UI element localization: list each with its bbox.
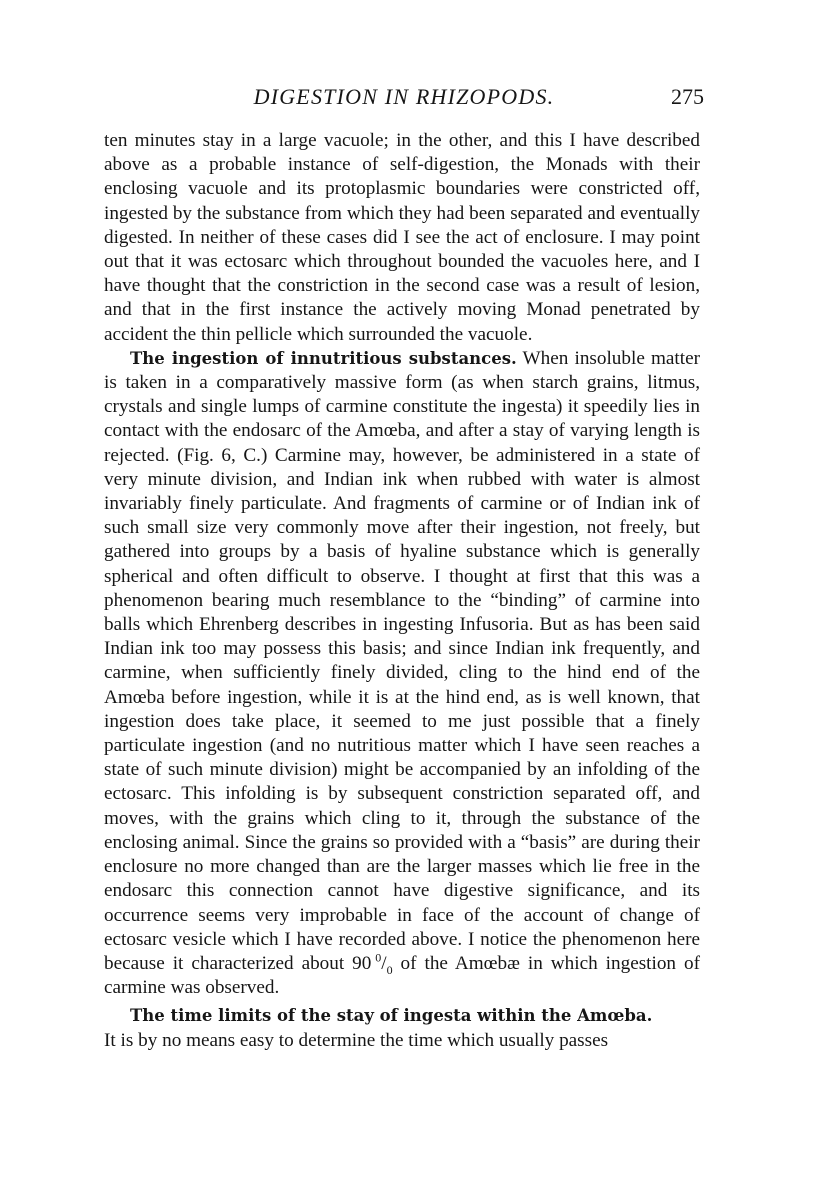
paragraph-2: The ingestion of innutritious substances. When insoluble matter is taken in a comparatively massive form (as when starch grains, litmus, crystals and single lumps of carmine constitute the ingesta) it speedily lies in contact with the endosarc of the Amœba, and after a stay of varying length is rejected. (Fig. 6, C.) Carmine may, however, be administered in a state of very minute division, and Indian ink when rubbed with water is almost invariably finely particulate. And fragments of carmine or of Indian ink of such small size very commonly move after their ingestion, not freely, but gathered into groups by a basis of hyaline substance which is generally spherical and often difficult to observe. I thought at first that this was a phenomenon bearing much resemblance to the “binding” of carmine into balls which Ehrenberg describes in ingesting Infusoria. But as has been said Indian ink too may possess this basis; and since Indian ink frequently, and carmine, when sufficiently finely divided, cling to the hind end of the Amœba before ingestion, while it is at the hind end, as is well known, that ingestion does take place, it seemed to me just possible that a finely particulate ingestion (and no nutritious matter which I have seen reaches a state of such minute division) might be accompanied by an infolding of the ectosarc. This infolding is by subsequent constriction separated off, and moves, with the grains which cling to it, through the substance of the enclosing animal. Since the grains so provided with a “basis” are during their enclosure no more changed than are the larger masses which lie free in the endosarc this connection cannot have digestive significance, and its occurrence seems very improbable in face of the account of change of ectosarc vesicle which I have recorded above. I notice the phenomenon here because it characterized about 90 $^0/_0$ of the Amœbæ in which ingestion of carmine was observed. — [104, 347, 700, 999]
running-header — [104, 84, 704, 116]
paragraph-1-text: ten minutes stay in a large vacuole; in the other, and this I have described above as a probable instance of self-digestion, the Monads with their enclosing vacuole and its protoplasmic boundaries were constricted off, ingested by the substance from which they had been separated and eventually digested. In neither of these cases did I see the act of enclosure. I may point out that it was ectosarc which throughout bounded the vacuoles here, and I have thought that the constriction in the second case was a result of lesion, and that in the first instance the actively moving Monad penetrated by accident the thin pellicle which surrounded the vacuole. — [104, 130, 700, 345]
paragraph-3-text: It is by no means easy to determine the time which usually passes — [104, 1029, 609, 1051]
page-number: 275 — [671, 84, 704, 109]
percent-sign-top: 0 — [375, 950, 382, 965]
paragraph-1 — [104, 129, 700, 347]
section-heading-innutritious: The ingestion of innutritious substances. — [130, 348, 517, 368]
body-text — [104, 129, 700, 1053]
running-title: DIGESTION IN RHIZOPODS. — [253, 84, 555, 109]
paragraph-3 — [104, 1004, 700, 1052]
section-heading-time-limits: The time limits of the stay of ingesta within the Amœba. — [130, 1006, 653, 1026]
percent-sign-bottom: 0 — [386, 962, 393, 977]
paragraph-2-text: When insoluble matter is taken in a comparatively massive form (as when starch grains, litmus, crystals and single lumps of carmine constitute the ingesta) it speedily lies in contact with the endosarc of the Amœba, and after a stay of varying length is rejected. (Fig. 6, C.) Carmine may, however, be administered in a state of very minute division, and Indian ink when rubbed with water is almost invariably finely particulate. And fragments of carmine or of Indian ink of such small size very commonly move after their ingestion, not freely, but gathered into groups by a basis of hyaline substance which is generally spherical and often difficult to observe. I thought at first that this was a phenomenon bearing much resemblance to the “binding” of carmine into balls which Ehrenberg describes in ingesting Infusoria. But as has been said Indian ink too may possess this basis; and since Indian ink frequently, and carmine, when sufficiently finely divided, cling to the hind end of the Amœba before ingestion, while it is at the hind end, as is well known, that ingestion does take place, it seemed to me just possible that a finely particulate ingestion (and no nutritious matter which I have seen reaches a state of such minute division) might be accompanied by an infolding of the ectosarc. This infolding is by subsequent constriction separated off, and moves, with the grains which cling to it, through the substance of the enclosing animal. Since the grains so provided with a “basis” are during their enclosure no more changed than are the larger masses which lie free in the endosarc this connection cannot have digestive significance, and its occurrence seems very improbable in face of the account of change of ectosarc vesicle which I have recorded above. I notice the phenomenon here because it characterized about 90 — [104, 347, 700, 974]
paragraph-2-text-end: of the Amœbæ in which ingestion of carmine was observed. — [104, 952, 700, 999]
